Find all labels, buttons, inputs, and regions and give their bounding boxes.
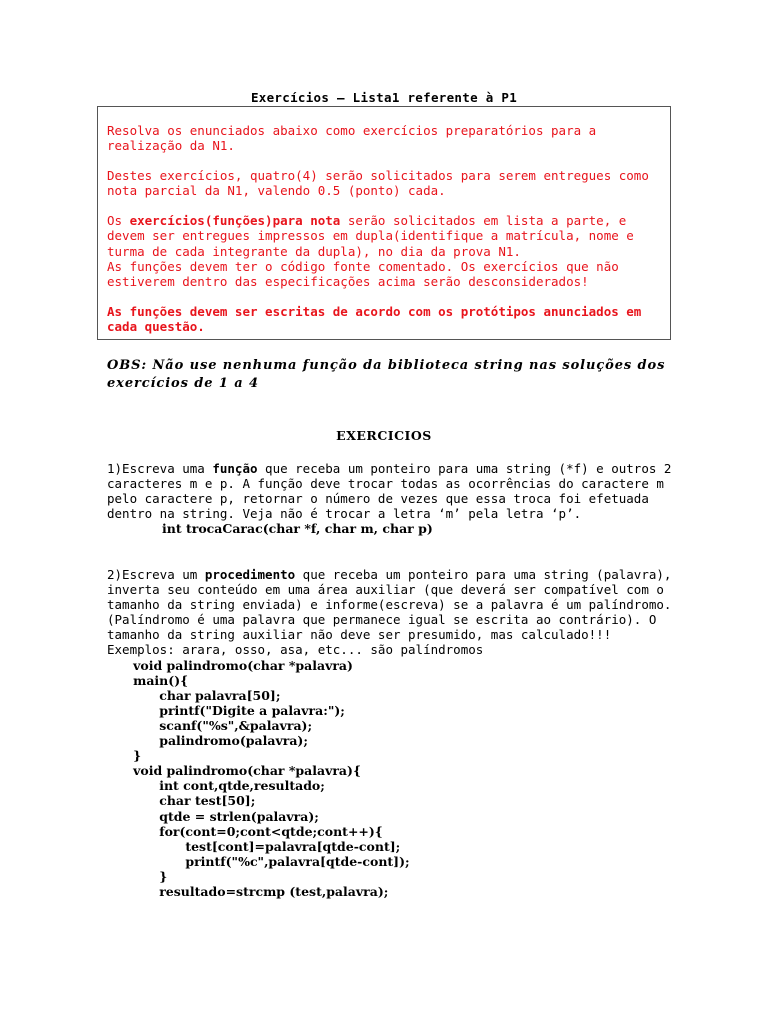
- code-line: resultado=strcmp (test,palavra);: [107, 883, 389, 899]
- exercise-1-prefix: 1)Escreva uma: [107, 461, 213, 476]
- code-line: test[cont]=palavra[qtde-cont];: [107, 838, 401, 854]
- exercise-2-examples: Exemplos: arara, osso, asa, etc... são palíndromos: [107, 642, 484, 658]
- instruction-paragraph-5: [107, 304, 662, 334]
- instruction-paragraph-3: [107, 213, 662, 258]
- instruction-paragraph-2: Destes exercícios, quatro(4) serão solicitados para serem entregues como nota parcial da N1, valendo 0.5 (ponto) cada.: [107, 168, 649, 199]
- exercise-1-bold: função: [212, 461, 258, 476]
- code-line: }: [107, 868, 168, 884]
- exercise-2-statement: [107, 567, 687, 642]
- code-line: printf("Digite a palavra:");: [107, 702, 345, 718]
- code-line: scanf("%s",&palavra);: [107, 717, 313, 733]
- exercise-2: [107, 567, 687, 899]
- code-line: void palindromo(char *palavra){: [107, 763, 361, 779]
- code-line: }: [107, 748, 142, 764]
- code-line: void palindromo(char *palavra): [107, 657, 353, 673]
- exercise-2-text: que receba um ponteiro para uma string (palavra), inverta seu conteúdo em uma área auxiliar (que deverá ser compatível com o tamanho da string enviada) e informe(escreva) se a palavra é um palíndromo. (Palíndromo é uma palavra que permanece igual se escrita ao contrário). O tamanho da string auxiliar não deve ser presumido, mas calculado!!!: [107, 567, 672, 643]
- instruction-paragraph-1: Resolva os enunciados abaixo como exercícios preparatórios para a realização da N1.: [107, 123, 597, 154]
- instruction-p3-suffix: serão solicitados em lista a parte, e devem ser entregues impressos em dupla(identifique a matrícula, nome e turma de cada integrante da dupla), no dia da prova N1.: [107, 213, 634, 259]
- code-line: int cont,qtde,resultado;: [107, 778, 325, 794]
- instructions-box: [97, 106, 671, 340]
- exercises-heading: EXERCICIOS: [336, 428, 432, 443]
- exercise-2-code: [107, 658, 687, 900]
- instruction-p3-prefix: Os: [107, 213, 130, 229]
- code-line: palindromo(palavra);: [107, 733, 308, 749]
- exercise-1: [107, 461, 687, 536]
- code-line: char test[50];: [107, 793, 256, 809]
- code-line: char palavra[50];: [107, 687, 281, 703]
- instruction-p3-bold: exercícios(funções)para nota: [129, 213, 341, 229]
- code-line: qtde = strlen(palavra);: [107, 808, 319, 824]
- exercise-2-prefix: 2)Escreva um: [107, 567, 205, 582]
- document-title: Exercícios – Lista1 referente à P1: [250, 90, 518, 105]
- code-line: printf("%c",palavra[qtde-cont]);: [107, 853, 410, 869]
- exercise-2-bold: procedimento: [204, 567, 296, 582]
- instruction-paragraph-4: As funções devem ter o código fonte comentado. Os exercícios que não estiverem dentro das especificações acima serão desconsiderados!: [107, 258, 619, 289]
- exercise-1-prototype: int trocaCarac(char *f, char m, char p): [162, 521, 433, 537]
- obs-note: OBS: Não use nenhuma função da biblioteca string nas soluções dos exercícios de 1 a 4: [107, 358, 666, 391]
- code-line: main(){: [107, 672, 189, 688]
- code-line: for(cont=0;cont<qtde;cont++){: [107, 823, 383, 839]
- exercise-1-text: que receba um ponteiro para uma string (*f) e outros 2 caracteres m e p. A função deve trocar todas as ocorrências do caractere m pelo caractere p, retornar o número de vezes que essa troca foi efetuada dentro na string. Veja não é trocar a letra ‘m’ pela letra ‘p’.: [107, 461, 672, 522]
- exercise-1-statement: [107, 461, 687, 521]
- instruction-p5-bold: As funções devem ser escritas de acordo com os protótipos anunciados em cada questão.: [107, 303, 642, 334]
